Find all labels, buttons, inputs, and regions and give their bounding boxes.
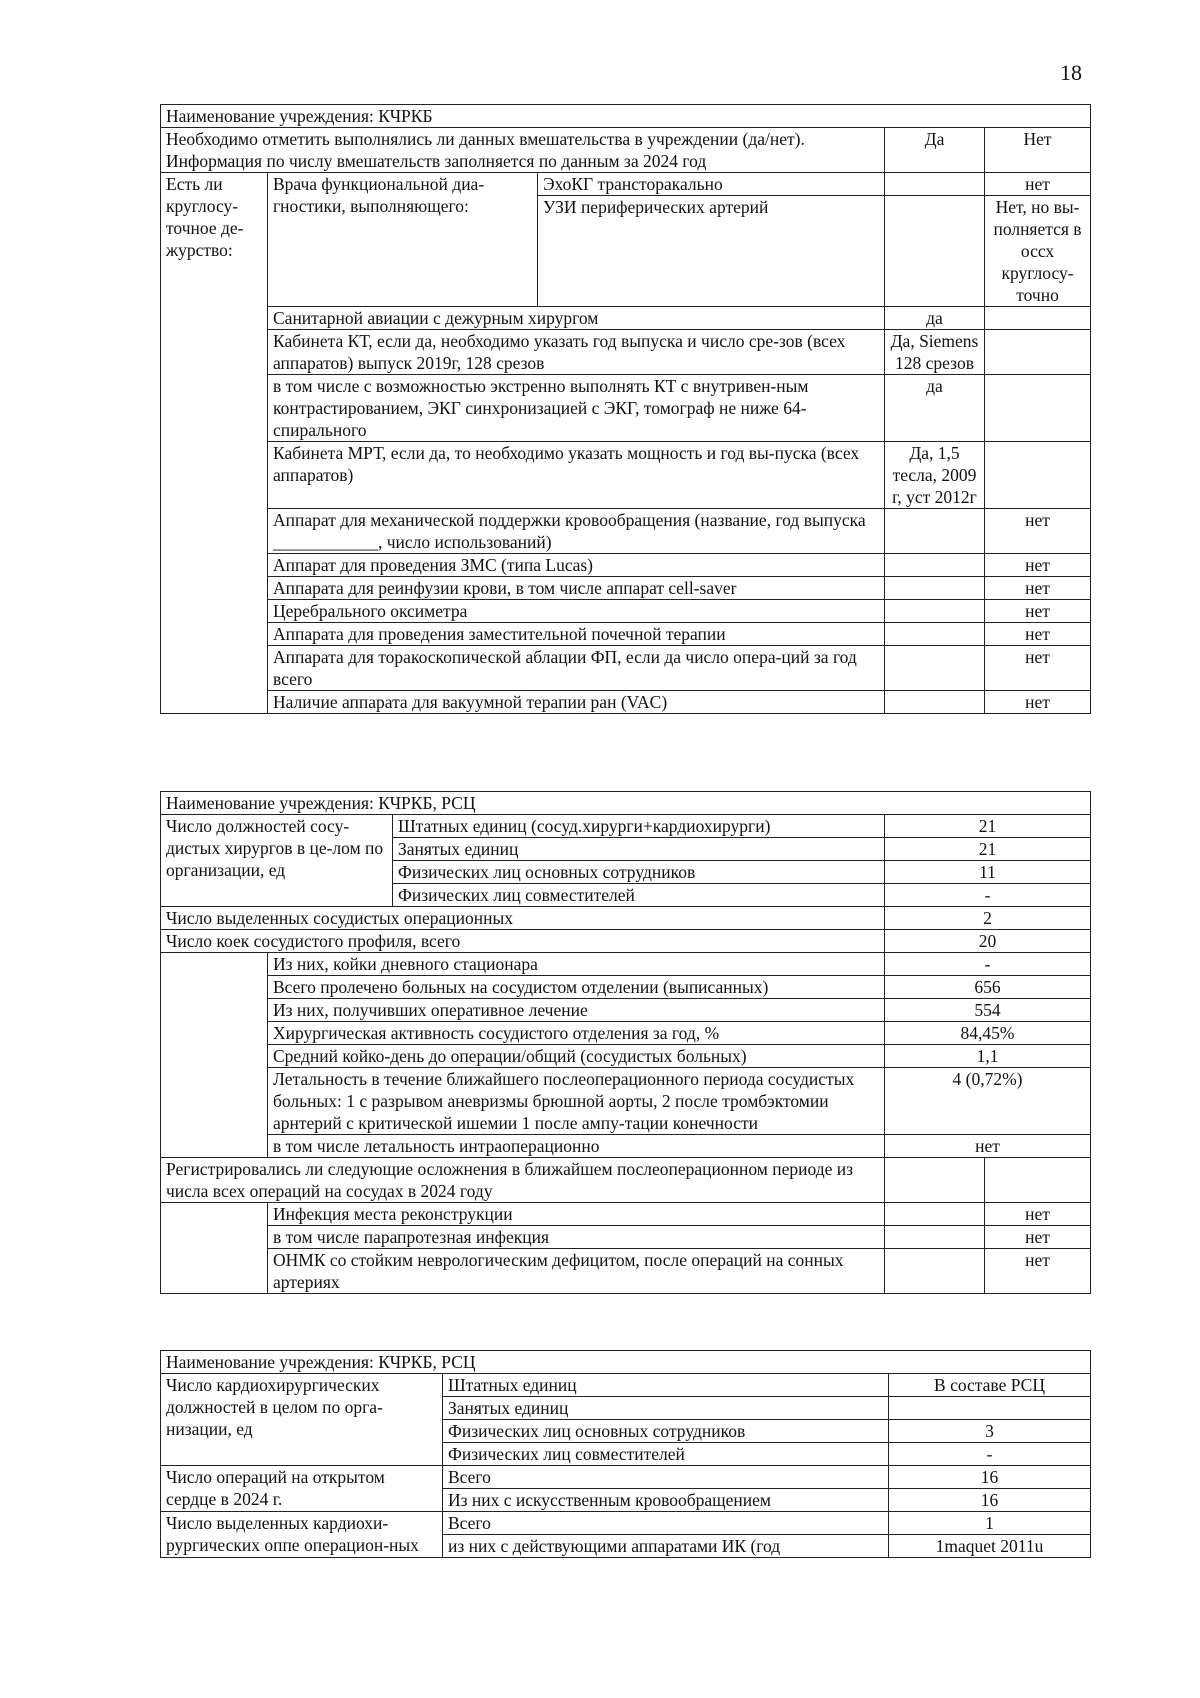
open-heart-total-value: 16 [889, 1466, 1091, 1489]
col-yes-header: Да [885, 128, 985, 173]
intraop-lethality-value: нет [885, 1135, 1091, 1158]
org-name-2: Наименование учреждения: КЧРКБ, РСЦ [161, 792, 1091, 815]
staff-label: Штатных единиц (сосуд.хирурги+кардиохирурги) [393, 815, 885, 838]
infection-label: Инфекция места реконструкции [268, 1203, 885, 1226]
ct-label: Кабинета КТ, если да, необходимо указать год выпуска и число сре-зов (всех аппаратов) выпуск 2019г, 128 срезов [268, 330, 885, 375]
cardiac-occupied-value [889, 1397, 1091, 1420]
beds-label: Число коек сосудистого профиля, всего [161, 930, 885, 953]
occupied-value: 21 [885, 838, 1091, 861]
vac-value: нет [985, 691, 1091, 714]
cardiac-or-total-label: Всего [443, 1512, 889, 1535]
stroke-label: ОНМК со стойким неврологическим дефицитом, после операций на сонных артериях [268, 1249, 885, 1294]
cardiac-or-ik-value: 1maquet 2011u [889, 1535, 1091, 1558]
col-no-header: Нет [985, 128, 1091, 173]
beds-value: 20 [885, 930, 1091, 953]
ablation-value: нет [985, 646, 1091, 691]
oximeter-value: нет [985, 600, 1091, 623]
cardiac-part-time-label: Физических лиц совместителей [443, 1443, 889, 1466]
operating-rooms-label: Число выделенных сосудистых операционных [161, 907, 885, 930]
vascular-posts-label: Число должностей сосу-дистых хирургов в це-лом по организации, ед [161, 815, 393, 907]
cardiac-posts-label: Число кардиохирургических должностей в целом по орга-низации, ед [161, 1374, 443, 1466]
cardiac-occupied-label: Занятых единиц [443, 1397, 889, 1420]
uzi-value: Нет, но вы-полняется в оссх круглосу-точно [985, 196, 1091, 307]
open-heart-total-label: Всего [443, 1466, 889, 1489]
echo-label: ЭхоКГ трансторакально [538, 173, 885, 196]
main-staff-label: Физических лиц основных сотрудников [393, 861, 885, 884]
operated-label: Из них, получивших оперативное лечение [268, 999, 885, 1022]
vascular-table [160, 791, 1091, 1294]
lethality-label: Летальность в течение ближайшего послеоперационного периода сосудистых больных: 1 с разрывом аневризмы брюшной аорты, 2 после тромбэктомии арнтерий с критической ишемии 1 после ампу-тации конечности [268, 1068, 885, 1135]
echo-value: нет [985, 173, 1091, 196]
cardiac-part-time-value: - [889, 1443, 1091, 1466]
cardiac-staff-value: В составе РСЦ [889, 1374, 1091, 1397]
cellsaver-label: Аппарата для реинфузии крови, в том числе аппарат cell-saver [268, 577, 885, 600]
treated-label: Всего пролечено больных на сосудистом отделении (выписанных) [268, 976, 885, 999]
operated-value: 554 [885, 999, 1091, 1022]
day-beds-label: Из них, койки дневного стационара [268, 953, 885, 976]
cardiac-table [160, 1350, 1091, 1558]
ct-contrast-label: в том числе с возможностью экстренно выполнять КТ с внутривен-ным контрастированием, ЭКГ синхронизацией с ЭКГ, томограф не ниже 64-спирального [268, 375, 885, 442]
sanav-value: да [885, 307, 985, 330]
page-number: 18 [1060, 60, 1082, 85]
staff-value: 21 [885, 815, 1091, 838]
renal-label: Аппарата для проведения заместительной почечной терапии [268, 623, 885, 646]
lucas-label: Аппарат для проведения ЗМС (типа Lucas) [268, 554, 885, 577]
paraprosthetic-label: в том числе парапротезная инфекция [268, 1226, 885, 1249]
mri-value: Да, 1,5 тесла, 2009 г, уст 2012г [885, 442, 985, 509]
activity-label: Хирургическая активность сосудистого отделения за год, % [268, 1022, 885, 1045]
uzi-label: УЗИ периферических артерий [538, 196, 885, 307]
activity-value: 84,45% [885, 1022, 1091, 1045]
stroke-value: нет [985, 1249, 1091, 1294]
part-time-value: - [885, 884, 1091, 907]
mri-label: Кабинета МРТ, если да, то необходимо указать мощность и год вы-пуска (всех аппаратов) [268, 442, 885, 509]
cpb-value: 16 [889, 1489, 1091, 1512]
sanav-label: Санитарной авиации с дежурным хирургом [268, 307, 885, 330]
day-beds-value: - [885, 953, 1091, 976]
bed-day-value: 1,1 [885, 1045, 1091, 1068]
cardiac-main-staff-label: Физических лиц основных сотрудников [443, 1420, 889, 1443]
cellsaver-value: нет [985, 577, 1091, 600]
ablation-label: Аппарата для торакоскопической аблации ФП, если да число опера-ций за год всего [268, 646, 885, 691]
org-name: Наименование учреждения: КЧРКБ [161, 105, 1091, 128]
renal-value: нет [985, 623, 1091, 646]
ct-value: Да, Siemens 128 срезов [885, 330, 985, 375]
infection-value: нет [985, 1203, 1091, 1226]
vac-label: Наличие аппарата для вакуумной терапии ран (VAC) [268, 691, 885, 714]
cardiac-or-total-value: 1 [889, 1512, 1091, 1535]
ct-contrast-value: да [885, 375, 985, 442]
lucas-value: нет [985, 554, 1091, 577]
main-staff-value: 11 [885, 861, 1091, 884]
part-time-label: Физических лиц совместителей [393, 884, 885, 907]
paraprosthetic-value: нет [985, 1226, 1091, 1249]
cpb-label: Из них с искусственным кровообращением [443, 1489, 889, 1512]
open-heart-label: Число операций на открытом сердце в 2024 г. [161, 1466, 443, 1512]
duty-label: Есть ли круглосу-точное де-журство: [161, 173, 268, 714]
treated-value: 656 [885, 976, 1091, 999]
cardiac-or-label: Число выделенных кардиохи-рургических оппе операцион-ных [161, 1512, 443, 1558]
func-doctor-label: Врача функциональной диа-гностики, выполняющего: [268, 173, 538, 307]
complications-label: Регистрировались ли следующие осложнения в ближайшем послеоперационном периоде из числа всех операций на сосудах в 2024 году [161, 1158, 885, 1203]
mcs-value: нет [985, 509, 1091, 554]
cardiac-staff-label: Штатных единиц [443, 1374, 889, 1397]
operating-rooms-value: 2 [885, 907, 1091, 930]
intro-text: Необходимо отметить выполнялись ли данных вмешательства в учреждении (да/нет). Информация по числу вмешательств заполняется по данным за 2024 год [161, 128, 885, 173]
bed-day-label: Средний койко-день до операции/общий (сосудистых больных) [268, 1045, 885, 1068]
intraop-lethality-label: в том числе летальность интраоперационно [268, 1135, 885, 1158]
cardiac-or-ik-label: из них с действующими аппаратами ИК (год [443, 1535, 889, 1558]
equipment-table [160, 104, 1091, 714]
mcs-label: Аппарат для механической поддержки кровообращения (название, год выпуска ____________, число использований) [268, 509, 885, 554]
occupied-label: Занятых единиц [393, 838, 885, 861]
lethality-value: 4 (0,72%) [885, 1068, 1091, 1135]
org-name-3: Наименование учреждения: КЧРКБ, РСЦ [161, 1351, 1091, 1374]
oximeter-label: Церебрального оксиметра [268, 600, 885, 623]
cardiac-main-staff-value: 3 [889, 1420, 1091, 1443]
